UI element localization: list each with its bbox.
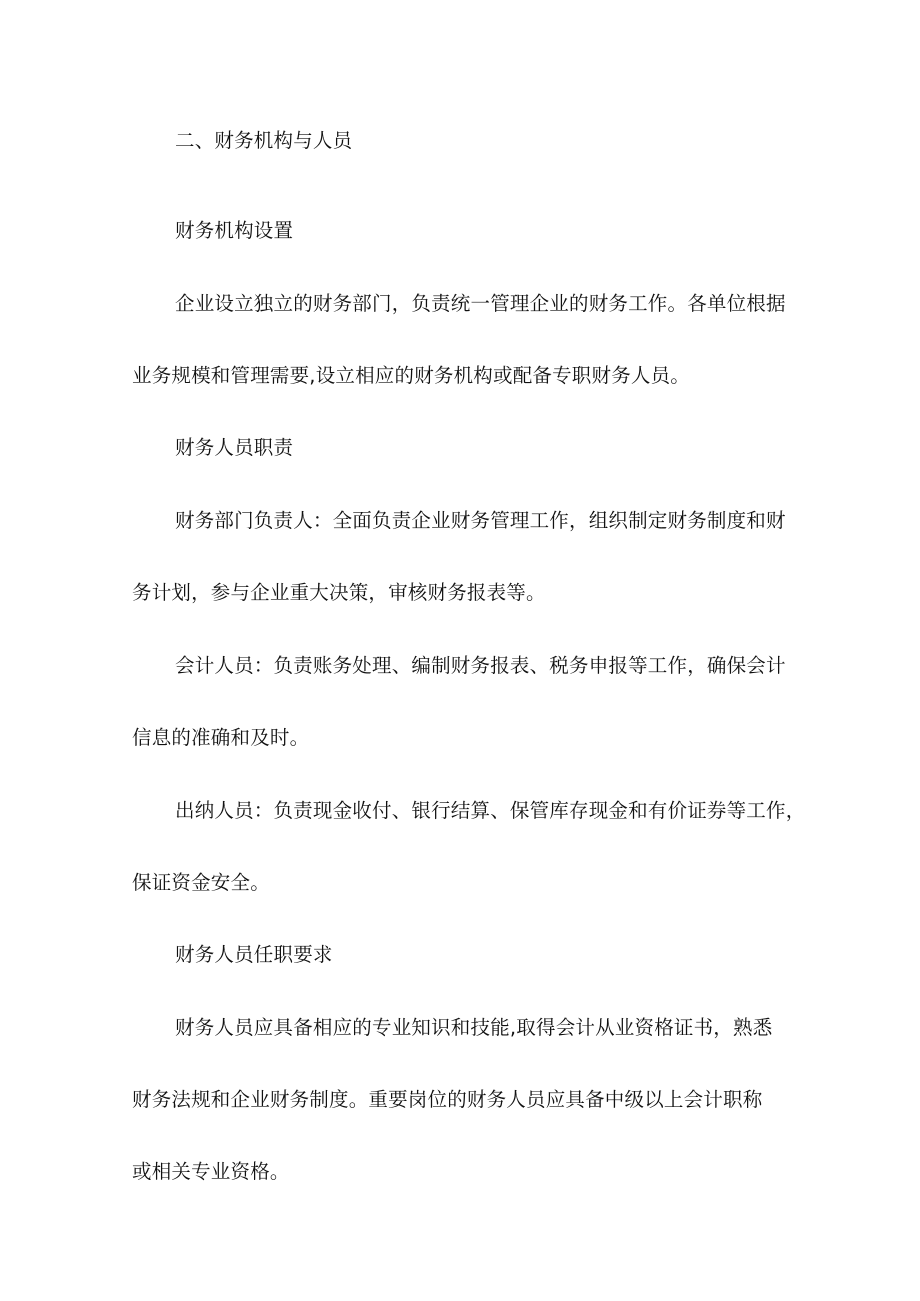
paragraph-requirements-line1: 财务人员应具备相应的专业知识和技能,取得会计从业资格证书，熟悉 bbox=[175, 1016, 773, 1039]
paragraph-requirements-line2: 财务法规和企业财务制度。重要岗位的财务人员应具备中级以上会计职称 bbox=[132, 1088, 763, 1111]
paragraph-accountant-line1: 会计人员：负责账务处理、编制财务报表、税务申报等工作，确保会计 bbox=[175, 654, 786, 677]
paragraph-head-duties-line1: 财务部门负责人：全面负责企业财务管理工作，组织制定财务制度和财 bbox=[175, 509, 786, 532]
paragraph-cashier-line1: 出纳人员：负责现金收付、银行结算、保管库存现金和有价证券等工作， bbox=[175, 799, 806, 822]
subsection-title-requirements: 财务人员任职要求 bbox=[175, 943, 333, 966]
paragraph-accountant-line2: 信息的准确和及时。 bbox=[132, 726, 310, 749]
paragraph-requirements-line3: 或相关专业资格。 bbox=[132, 1160, 290, 1183]
paragraph-cashier-line2: 保证资金安全。 bbox=[132, 871, 270, 894]
paragraph-head-duties-line2: 务计划，参与企业重大决策，审核财务报表等。 bbox=[132, 581, 546, 604]
subsection-title-duties: 财务人员职责 bbox=[175, 436, 294, 459]
paragraph-org-setup-line1: 企业设立独立的财务部门，负责统一管理企业的财务工作。各单位根据 bbox=[175, 292, 786, 315]
paragraph-org-setup-line2: 业务规模和管理需要,设立相应的财务机构或配备专职财务人员。 bbox=[132, 364, 690, 387]
subsection-title-org-setup: 财务机构设置 bbox=[175, 219, 294, 242]
section-title: 二、财务机构与人员 bbox=[175, 129, 353, 152]
